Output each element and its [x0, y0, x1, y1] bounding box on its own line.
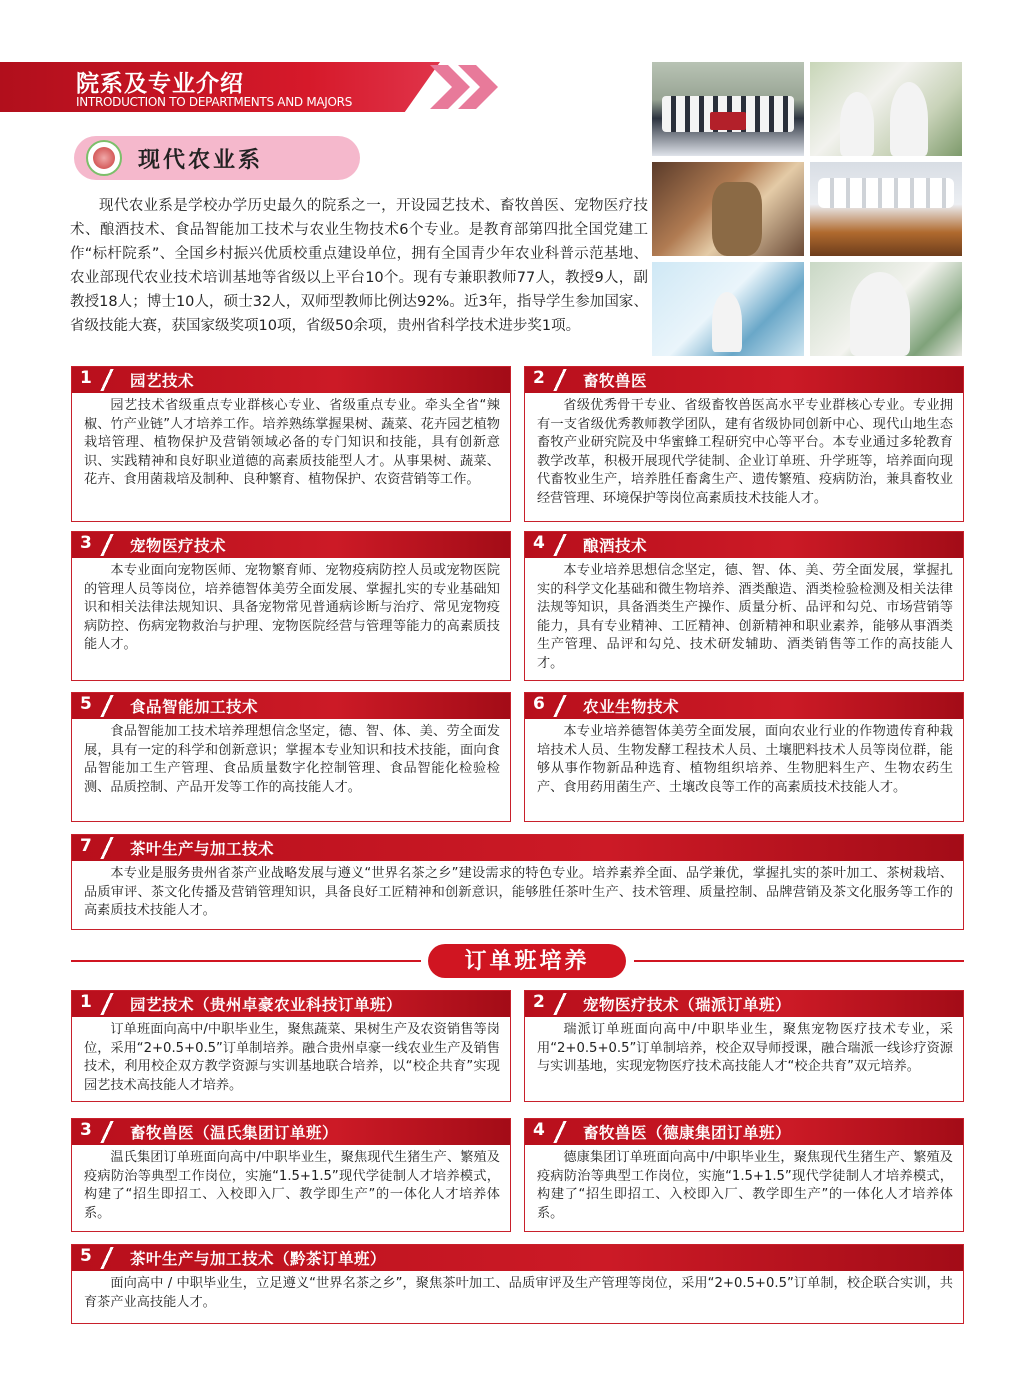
major-number: 4: [533, 533, 545, 553]
slash-icon: [99, 369, 115, 391]
major-title: 茶叶生产与加工技术: [130, 840, 275, 858]
class-title: 茶叶生产与加工技术（黔茶订单班）: [130, 1250, 387, 1268]
slash-icon: [99, 695, 115, 717]
slash-icon: [99, 993, 115, 1015]
order-class-card: [71, 1244, 964, 1324]
slash-icon: [99, 534, 115, 556]
major-description: 本专业面向宠物医师、宠物繁育师、宠物疫病防控人员或宠物医院的管理人员等岗位，培养德智体美劳全面发展、掌握扎实的专业基础知识和相关法律法规知识、具备宠物常见普通病诊断与治疗、常见宠物疫病防控、伤病宠物救治与护理、宠物医院经营与管理等能力的高素质技能人才。: [84, 563, 500, 652]
major-title: 酿酒技术: [583, 537, 648, 555]
food-processing-photo: [810, 162, 962, 256]
major-number: 5: [80, 694, 92, 714]
department-intro: 现代农业系是学校办学历史最久的院系之一，开设园艺技术、畜牧兽医、宠物医疗技术、酿酒技术、食品智能加工技术与农业生物技术6个专业。是教育部第四批全国党建工作“标杆院系”、全国乡村振兴优质校重点建设单位，拥有全国青少年农业科普示范基地、农业部现代农业技术培训基地等省级以上平台10个。现有专兼职教师77人，教授9人，副教授18人；博士10人，硕士32人，双师型教师比例达92%。近3年，指导学生参加国家、省级技能大赛，获国家级奖项10项，省级50余项，贵州省科学技术进步奖1项。: [70, 198, 648, 334]
group-photo: [652, 62, 804, 156]
slash-icon: [99, 1247, 115, 1269]
major-description: 食品智能加工技术培养理想信念坚定，德、智、体、美、劳全面发展，具有一定的科学和创新意识；掌握本专业知识和技术技能，面向食品智能加工生产管理、食品质量数字化控制管理、食品智能化检验检测、品质控制、产品开发等工作的高技能人才。: [84, 724, 500, 795]
major-description: 本专业是服务贵州省茶产业战略发展与遵义“世界名茶之乡”建设需求的特色专业。培养素养全面、品学兼优，掌握扎实的茶叶加工、茶树栽培、品质审评、茶文化传播及营销管理知识，具备良好工匠精神和创新意识，能够胜任茶叶生产、技术管理、质量控制、品牌营销及茶文化服务等工作的高素质技术技能人才。: [84, 866, 953, 918]
class-description: 订单班面向高中/中职毕业生，聚焦蔬菜、果树生产及农资销售等岗位，采用“2+0.5+0.5”订单制培养。融合贵州卓豪一线农业生产及销售技术，利用校企双方教学资源与实训基地联合培养，以“校企共育”实现园艺技术高技能人才培养。: [84, 1022, 500, 1093]
major-card: [71, 834, 964, 930]
class-number: 3: [80, 1120, 92, 1140]
header-banner: [0, 62, 500, 112]
class-description: 面向高中 / 中职毕业生，立足遵义“世界名茶之乡”，聚焦茶叶加工、品质审评及生产管理等岗位，采用“2+0.5+0.5”订单制，校企联合实训，共育茶产业高技能人才。: [84, 1276, 953, 1310]
page-title: 院系及专业介绍: [76, 71, 244, 97]
major-card: [71, 531, 511, 681]
major-title: 宠物医疗技术: [130, 537, 227, 555]
laboratory-photo: [652, 262, 804, 356]
photo-grid: [652, 62, 964, 358]
class-description: 瑞派订单班面向高中/中职毕业生，聚焦宠物医疗技术专业，采用“2+0.5+0.5”订单制培养，校企双导师授课，融合瑞派一线诊疗资源与实训基地，实现宠物医疗技术高技能人才“校企共育”双元培养。: [537, 1022, 953, 1074]
major-title: 食品智能加工技术: [130, 698, 259, 716]
lab-students-photo: [810, 62, 962, 156]
class-title: 畜牧兽医（德康集团订单班）: [583, 1124, 792, 1142]
order-class-card: [524, 1118, 964, 1232]
major-card: [524, 531, 964, 681]
divider: [634, 960, 964, 962]
class-number: 2: [533, 992, 545, 1012]
slash-icon: [99, 1121, 115, 1143]
major-description: 园艺技术省级重点专业群核心专业、省级重点专业。牵头全省“辣椒、竹产业链”人才培养工作。培养熟练掌握果树、蔬菜、花卉园艺植物栽培管理、植物保护及营销领域必备的专门知识和技能，具有创新意识、实践精神和良好职业道德的高素质技能型人才。从事果树、蔬菜、花卉、食用菌栽培及制种、良种繁育、植物保护、农资营销等工作。: [84, 398, 500, 487]
class-description: 德康集团订单班面向高中/中职毕业生，聚焦现代生猪生产、繁殖及疫病防治等典型工作岗位，实施“1.5+1.5”现代学徒制人才培养模式，构建了“招生即招工、入校即入厂、教学即生产”的一体化人才培养体系。: [537, 1150, 953, 1221]
major-number: 6: [533, 694, 545, 714]
section-title: 订单班培养: [428, 944, 626, 978]
major-description: 省级优秀骨干专业、省级畜牧兽医高水平专业群核心专业。专业拥有一支省级优秀教师教学团队，建有省级协同创新中心、现代山地生态畜牧产业研究院及中华蜜蜂工程研究中心等平台。本专业通过多轮教育教学改革，积极开展现代学徒制、企业订单班、升学班等，培养面向现代畜牧业生产，培养胜任畜禽生产、遗传繁殖、疫病防治，兼具畜牧业经营管理、环境保护等岗位高素质技术技能人才。: [537, 398, 953, 506]
order-class-card: [524, 990, 964, 1102]
class-number: 4: [533, 1120, 545, 1140]
major-card: [524, 366, 964, 522]
class-number: 5: [80, 1246, 92, 1266]
page-subtitle: INTRODUCTION TO DEPARTMENTS AND MAJORS: [76, 95, 353, 109]
major-title: 畜牧兽医: [583, 372, 648, 390]
slash-icon: [552, 695, 568, 717]
slash-icon: [552, 534, 568, 556]
major-number: 3: [80, 533, 92, 553]
major-description: 本专业培养德智体美劳全面发展，面向农业行业的作物遗传育种栽培技术人员、生物发酵工程技术人员、土壤肥料技术人员等岗位群，能够从事作物新品种选育、植物组织培养、生物肥料生产、生物农药生产、食用药用菌生产、土壤改良等工作的高素质技术技能人才。: [537, 724, 953, 795]
order-class-card: [71, 1118, 511, 1232]
major-number: 2: [533, 368, 545, 388]
slash-icon: [552, 993, 568, 1015]
tea-ceremony-photo: [810, 262, 962, 356]
department-pill: [74, 136, 360, 180]
class-title: 畜牧兽医（温氏集团订单班）: [130, 1124, 339, 1142]
class-title: 园艺技术（贵州卓豪农业科技订单班）: [130, 996, 403, 1014]
major-number: 7: [80, 836, 92, 856]
department-name: 现代农业系: [138, 147, 264, 173]
class-title: 宠物医疗技术（瑞派订单班）: [583, 996, 792, 1014]
animal-care-photo: [652, 162, 804, 256]
major-card: [71, 692, 511, 822]
chevron-icon: [430, 65, 470, 109]
school-logo-icon: [86, 140, 122, 176]
major-title: 农业生物技术: [583, 698, 680, 716]
order-class-card: [71, 990, 511, 1102]
slash-icon: [552, 369, 568, 391]
slash-icon: [99, 837, 115, 859]
major-description: 本专业培养思想信念坚定，德、智、体、美、劳全面发展，掌握扎实的科学文化基础和微生物培养、酒类酿造、酒类检验检测及相关法律法规等知识，具备酒类生产操作、质量分析、品评和勾兑、市场营销等能力，具有专业精神、工匠精神、创新精神和职业素养，能够从事酒类生产管理、品评和勾兑、技术研发辅助、酒类销售等工作的高技能人才。: [537, 563, 953, 671]
major-title: 园艺技术: [130, 372, 195, 390]
major-card: [71, 366, 511, 522]
class-description: 温氏集团订单班面向高中/中职毕业生，聚焦现代生猪生产、繁殖及疫病防治等典型工作岗位，实施“1.5+1.5”现代学徒制人才培养模式，构建了“招生即招工、入校即入厂、教学即生产”的一体化人才培养体系。: [84, 1150, 500, 1221]
major-card: [524, 692, 964, 822]
divider: [71, 960, 421, 962]
class-number: 1: [80, 992, 92, 1012]
slash-icon: [552, 1121, 568, 1143]
major-number: 1: [80, 368, 92, 388]
